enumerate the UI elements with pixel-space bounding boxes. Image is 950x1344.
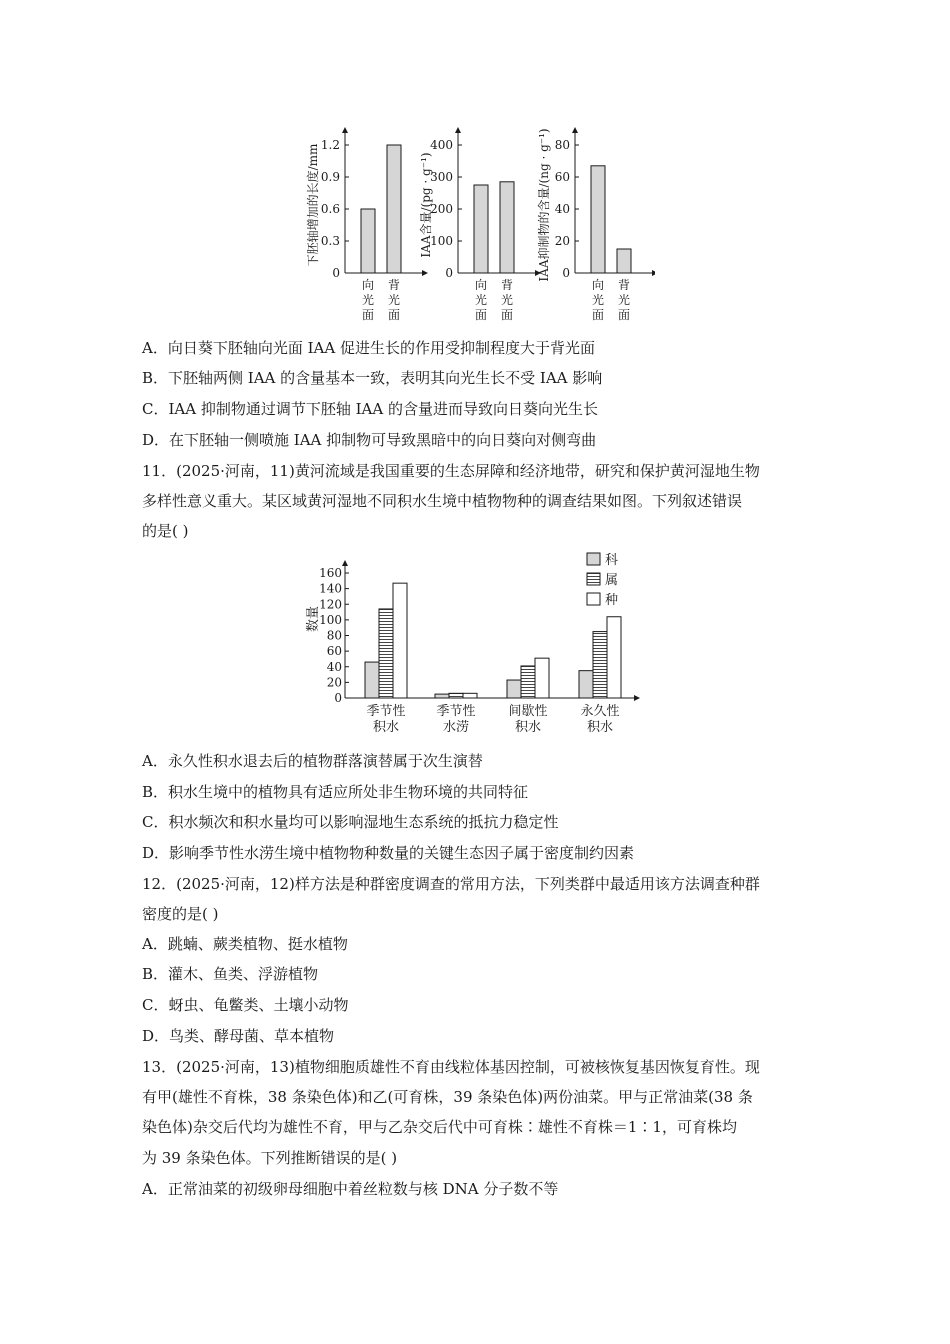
x-tick-label: 光 bbox=[500, 293, 514, 307]
x-tick-label: 光 bbox=[387, 293, 401, 307]
y-tick-label: 160 bbox=[319, 566, 342, 580]
q13-option-a: A．正常油菜的初级卵母细胞中着丝粒数与核 DNA 分子数不等 bbox=[142, 1180, 559, 1198]
y-tick-label: 0.9 bbox=[320, 170, 340, 184]
q13-stem-line3: 染色体)杂交后代均为雄性不育，甲与乙杂交后代中可育株∶雄性不育株＝1∶1，可育株均 bbox=[142, 1118, 737, 1136]
x-tick-label: 季节性 bbox=[436, 704, 476, 719]
x-tick-label: 季节性 bbox=[366, 704, 406, 719]
q10-option-b: B．下胚轴两侧 IAA 的含量基本一致，表明其向光生长不受 IAA 影响 bbox=[142, 369, 603, 387]
legend-swatch-种 bbox=[587, 593, 600, 605]
x-tick-label: 向 bbox=[591, 278, 605, 292]
x-tick-label: 间歇性 bbox=[508, 704, 548, 719]
q11-option-b: B．积水生境中的植物具有适应所处非生物环境的共同特征 bbox=[142, 783, 529, 801]
y-tick-label: 0.3 bbox=[320, 234, 340, 248]
bar-种 bbox=[535, 658, 549, 698]
y-tick-label: 120 bbox=[319, 597, 342, 612]
q12-stem-line1: 12．(2025·河南，12)样方法是种群密度调查的常用方法，下列类群中最适用该方法调查种群 bbox=[142, 875, 760, 893]
legend-swatch-属 bbox=[587, 573, 600, 585]
bar-属 bbox=[521, 666, 535, 698]
y-tick-label: 80 bbox=[326, 628, 342, 643]
y-tick-label: 60 bbox=[554, 170, 570, 184]
q11-option-d: D．影响季节性水涝生境中植物物种数量的关键生态因子属于密度制约因素 bbox=[142, 844, 635, 862]
bar-属 bbox=[593, 632, 607, 698]
y-tick-label: 20 bbox=[326, 675, 342, 690]
y-tick-label: 400 bbox=[430, 138, 453, 152]
bar-种 bbox=[463, 693, 477, 698]
q12-option-d: D．鸟类、酵母菌、草本植物 bbox=[142, 1027, 335, 1045]
chart-iaa-inhibitor bbox=[536, 128, 655, 322]
y-tick-label: 20 bbox=[554, 234, 570, 248]
legend-label: 种 bbox=[605, 593, 619, 608]
y-tick-label: 200 bbox=[430, 202, 453, 216]
x-tick-label: 光 bbox=[361, 293, 375, 307]
q10-figure bbox=[295, 120, 655, 325]
x-tick-label: 面 bbox=[361, 308, 375, 322]
bar-背光面 bbox=[617, 249, 631, 273]
x-tick-label: 面 bbox=[500, 308, 514, 322]
bar-科 bbox=[579, 671, 593, 698]
bar-向光面 bbox=[474, 185, 488, 273]
x-tick-label: 积水 bbox=[586, 720, 614, 735]
x-tick-label: 背 bbox=[500, 278, 514, 292]
x-tick-label: 面 bbox=[617, 308, 631, 322]
x-tick-label: 向 bbox=[474, 278, 488, 292]
q11-option-c: C．积水频次和积水量均可以影响湿地生态系统的抵抗力稳定性 bbox=[142, 813, 559, 831]
bar-种 bbox=[393, 583, 407, 698]
x-tick-label: 面 bbox=[591, 308, 605, 322]
x-tick-label: 水涝 bbox=[442, 720, 470, 735]
y-tick-label: 0 bbox=[332, 266, 340, 280]
q10-option-c: C．IAA 抑制物通过调节下胚轴 IAA 的含量进而导致向日葵向光生长 bbox=[142, 400, 598, 418]
x-tick-label: 光 bbox=[474, 293, 488, 307]
x-tick-label: 积水 bbox=[372, 720, 400, 735]
q11-option-a: A．永久性积水退去后的植物群落演替属于次生演替 bbox=[142, 752, 483, 770]
bar-科 bbox=[435, 694, 449, 698]
chart-iaa-content bbox=[419, 130, 538, 322]
y-axis-label: IAA抑制物的含量/(ng · g⁻¹) bbox=[537, 128, 551, 282]
bar-属 bbox=[449, 693, 463, 698]
y-tick-label: 0.6 bbox=[320, 202, 340, 216]
bar-科 bbox=[507, 680, 521, 698]
y-tick-label: 100 bbox=[319, 612, 342, 627]
bar-向光面 bbox=[591, 166, 605, 273]
bar-背光面 bbox=[500, 182, 514, 273]
q12-option-a: A．跳蝻、蕨类植物、挺水植物 bbox=[142, 935, 348, 953]
q13-stem-line2: 有甲(雄性不育株，38 条染色体)和乙(可育株，39 条染色体)两份油菜。甲与正常油菜(38 条 bbox=[142, 1088, 753, 1106]
chart-hypocotyl-length bbox=[305, 130, 425, 322]
y-tick-label: 40 bbox=[326, 659, 342, 674]
q10-option-a: A．向日葵下胚轴向光面 IAA 促进生长的作用受抑制程度大于背光面 bbox=[142, 339, 595, 357]
q11-stem-line2: 多样性意义重大。某区域黄河湿地不同积水生境中植物物种的调查结果如图。下列叙述错误 bbox=[142, 492, 743, 510]
x-tick-label: 面 bbox=[474, 308, 488, 322]
y-tick-label: 300 bbox=[430, 170, 453, 184]
x-tick-label: 向 bbox=[361, 278, 375, 292]
legend-label: 属 bbox=[605, 573, 619, 588]
y-tick-label: 40 bbox=[554, 202, 570, 216]
y-axis-label: 数量 bbox=[306, 605, 321, 633]
x-tick-label: 背 bbox=[387, 278, 401, 292]
x-tick-label: 面 bbox=[387, 308, 401, 322]
y-tick-label: 1.2 bbox=[320, 138, 340, 152]
y-tick-label: 0 bbox=[562, 266, 570, 280]
q10-option-d: D．在下胚轴一侧喷施 IAA 抑制物可导致黑暗中的向日葵向对侧弯曲 bbox=[142, 431, 597, 449]
q13-stem-line1: 13．(2025·河南，13)植物细胞质雄性不育由线粒体基因控制，可被核恢复基因恢复育性。现 bbox=[142, 1058, 760, 1076]
bar-科 bbox=[365, 662, 379, 698]
q12-stem-line2: 密度的是( ) bbox=[142, 905, 219, 923]
legend-swatch-科 bbox=[587, 553, 600, 565]
y-tick-label: 100 bbox=[430, 234, 453, 248]
y-axis-label: IAA含量/(pg · g⁻¹) bbox=[419, 152, 433, 258]
y-tick-label: 0 bbox=[334, 691, 342, 705]
y-tick-label: 80 bbox=[554, 138, 570, 152]
q11-figure bbox=[295, 545, 655, 745]
bar-属 bbox=[379, 609, 393, 698]
x-tick-label: 永久性 bbox=[580, 704, 620, 719]
x-tick-label: 积水 bbox=[514, 720, 542, 735]
x-tick-label: 光 bbox=[617, 293, 631, 307]
x-tick-label: 光 bbox=[591, 293, 605, 307]
q12-option-c: C．蚜虫、龟鳖类、土壤小动物 bbox=[142, 996, 349, 1014]
y-tick-label: 60 bbox=[326, 644, 342, 659]
q13-stem-line4: 为 39 条染色体。下列推断错误的是( ) bbox=[142, 1149, 398, 1167]
bar-种 bbox=[607, 617, 621, 698]
y-axis-label: 下胚轴增加的长度/mm bbox=[306, 143, 320, 267]
bar-向光面 bbox=[361, 209, 375, 273]
chart-wetland-plant-counts bbox=[305, 552, 637, 735]
y-tick-label: 140 bbox=[319, 581, 342, 596]
q11-stem-line3: 的是( ) bbox=[142, 522, 189, 540]
legend-label: 科 bbox=[605, 553, 619, 568]
q11-stem-line1: 11．(2025·河南，11)黄河流域是我国重要的生态屏障和经济地带，研究和保护黄河湿地生物 bbox=[142, 462, 760, 480]
bar-背光面 bbox=[387, 145, 401, 273]
x-tick-label: 背 bbox=[617, 278, 631, 292]
q12-option-b: B．灌木、鱼类、浮游植物 bbox=[142, 965, 319, 983]
y-tick-label: 0 bbox=[445, 266, 453, 280]
